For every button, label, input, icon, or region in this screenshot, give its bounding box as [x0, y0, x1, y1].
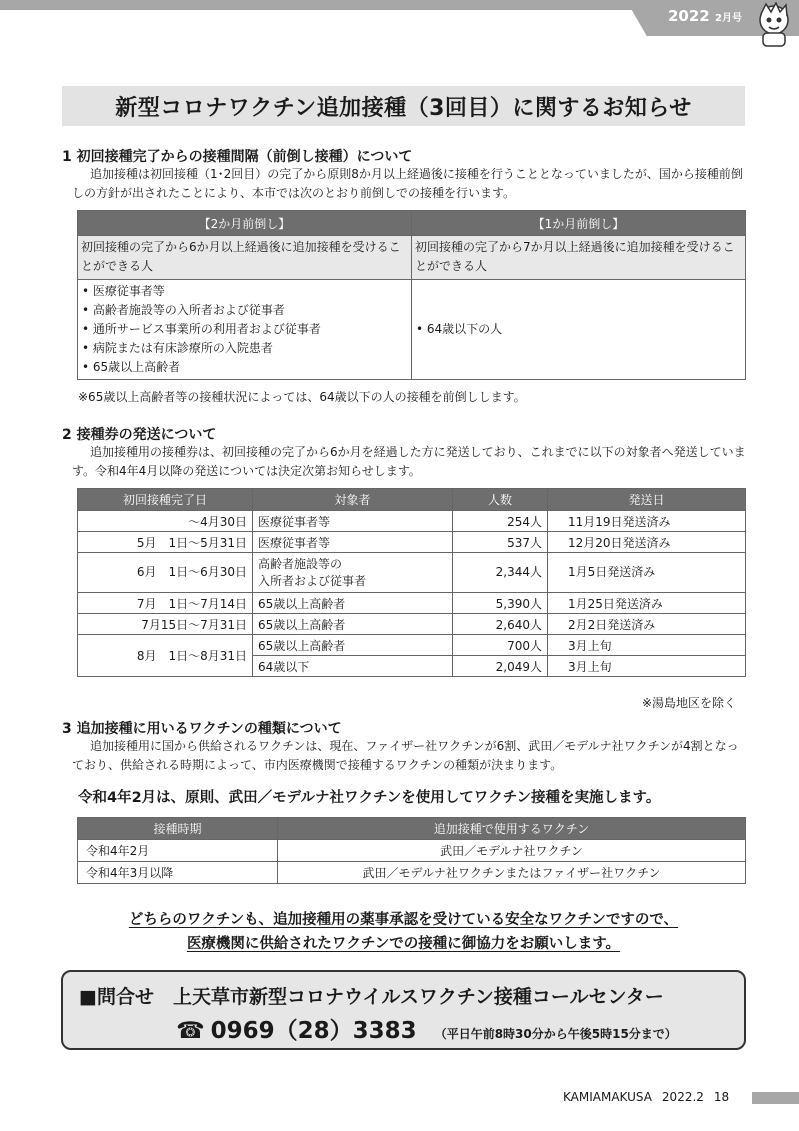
table-row	[78, 635, 746, 656]
column-header-count: 人数	[453, 489, 548, 511]
cell-sent: 11月19日発送済み	[548, 511, 746, 532]
table-header-row	[78, 818, 746, 840]
footer-issue: 2022.2	[661, 1090, 704, 1104]
list-item: • 64歳以下の人	[416, 320, 741, 339]
contact-phone-line	[176, 1012, 677, 1045]
footer-bar	[752, 1092, 799, 1104]
table-row	[78, 511, 746, 532]
cell-count: 2,049人	[453, 656, 548, 677]
column-header-sent: 発送日	[548, 489, 746, 511]
cell-target: 65歳以上高齢者	[253, 593, 453, 614]
cell-target: 医療従事者等	[253, 532, 453, 553]
phone-number[interactable]: 0969（28）3383	[210, 1018, 417, 1044]
cell-date: 〜4月30日	[78, 511, 253, 532]
cell-date: 7月 1日〜7月14日	[78, 593, 253, 614]
cell-period: 令和4年2月	[78, 840, 278, 862]
issue-year: 2022	[668, 7, 710, 25]
appeal-line-1: どちらのワクチンも、追加接種用の薬事承認を受けている安全なワクチンですので、	[128, 912, 679, 928]
section1-note: ※65歳以上高齢者等の接種状況によっては、64歳以下の人の接種を前倒しします。	[78, 390, 526, 404]
section3-body: 追加接種用に国から供給されるワクチンは、現在、ファイザー社ワクチンが6割、武田／モデルナ社ワクチンが4割となっており、供給される時期によって、市内医療機関で接種するワクチンの種類が決まります。	[72, 739, 739, 772]
cell-date-august: 8月 1日〜8月31日	[78, 635, 253, 677]
section2-heading: 2 接種券の発送について	[62, 427, 217, 443]
page-number: 18	[713, 1090, 730, 1104]
cell-count: 700人	[453, 635, 548, 656]
table-row	[78, 280, 746, 380]
cell-count: 537人	[453, 532, 548, 553]
column-header-date: 初回接種完了日	[78, 489, 253, 511]
advance-schedule-table	[77, 210, 746, 380]
footer-magazine: KAMIAMAKUSA	[563, 1090, 652, 1104]
cell-target: 64歳以下	[253, 656, 453, 677]
list-item: • 医療従事者等	[82, 282, 407, 301]
contact-hours: （平日午前8時30分から午後5時15分まで）	[434, 1027, 677, 1041]
page-title: 新型コロナワクチン追加接種（3回目）に関するお知らせ	[115, 95, 692, 121]
list-item: • 高齢者施設等の入所者および従事者	[82, 301, 407, 320]
top-band-stripe	[0, 0, 640, 10]
cell-target: 医療従事者等	[253, 511, 453, 532]
section1-heading: 1 初回接種完了からの接種間隔（前倒し接種）について	[62, 149, 413, 165]
cell-date: 7月15日〜7月31日	[78, 614, 253, 635]
table-row	[78, 236, 746, 280]
ticket-dispatch-table	[77, 488, 746, 677]
column-header-vaccine: 追加接種で使用するワクチン	[278, 818, 746, 840]
table-row	[78, 614, 746, 635]
cell-sent: 3月上旬	[548, 656, 746, 677]
table-header-row	[78, 489, 746, 511]
cell-target: 65歳以上高齢者	[253, 635, 453, 656]
issue-label	[668, 7, 742, 25]
phone-icon: ☎	[176, 1018, 205, 1044]
desc-1month: 初回接種の完了から7か月以上経過後に追加接種を受けることができる人	[412, 236, 746, 280]
cell-sent: 3月上旬	[548, 635, 746, 656]
vaccine-type-table	[77, 817, 746, 884]
cell-sent: 12月20日発送済み	[548, 532, 746, 553]
column-header-1month: 【1か月前倒し】	[412, 211, 746, 236]
table-row	[78, 593, 746, 614]
table-row	[78, 840, 746, 862]
table-row	[78, 862, 746, 884]
cell-vaccine: 武田／モデルナ社ワクチンまたはファイザー社ワクチン	[278, 862, 746, 884]
cell-count: 2,640人	[453, 614, 548, 635]
list-item: • 通所サービス事業所の利用者および従事者	[82, 320, 407, 339]
cell-count: 2,344人	[453, 553, 548, 593]
cell-date: 5月 1日〜5月31日	[78, 532, 253, 553]
contact-box	[61, 970, 746, 1050]
appeal-line-2: 医療機関に供給されたワクチンでの接種に御協力をお願いします。	[186, 936, 621, 952]
list-2month	[78, 280, 412, 380]
cell-target: 65歳以上高齢者	[253, 614, 453, 635]
issue-month: 2月号	[714, 13, 742, 24]
section2-note: ※湯島地区を除く	[642, 696, 737, 710]
column-header-period: 接種時期	[78, 818, 278, 840]
cell-period: 令和4年3月以降	[78, 862, 278, 884]
title-bar	[62, 86, 745, 126]
cell-sent: 1月25日発送済み	[548, 593, 746, 614]
cell-vaccine: 武田／モデルナ社ワクチン	[278, 840, 746, 862]
section3-emphasis: 令和4年2月は、原則、武田／モデルナ社ワクチンを使用してワクチン接種を実施します。	[78, 790, 661, 806]
footer	[563, 1090, 729, 1104]
list-item: • 病院または有床診療所の入院患者	[82, 339, 407, 358]
mascot-icon	[752, 2, 796, 48]
section1-body: 追加接種は初回接種（1･2回目）の完了から原則8か月以上経過後に接種を行うこととなっていましたが、国から接種前倒しの方針が出されたことにより、本市では次のとおり前倒しでの接種を行います。	[72, 167, 743, 200]
cell-count: 5,390人	[453, 593, 548, 614]
table-row	[78, 532, 746, 553]
cell-count: 254人	[453, 511, 548, 532]
contact-label: ■問合せ 上天草市新型コロナウイルスワクチン接種コールセンター	[79, 986, 664, 1008]
section2-body: 追加接種用の接種券は、初回接種の完了から6か月を経過した方に発送しており、これまでに以下の対象者へ発送しています。令和4年4月以降の発送については決定次第お知らせします。	[72, 445, 746, 478]
list-1month	[412, 280, 746, 380]
table-header-row	[78, 211, 746, 236]
desc-2month: 初回接種の完了から6か月以上経過後に追加接種を受けることができる人	[78, 236, 412, 280]
section3-heading: 3 追加接種に用いるワクチンの種類について	[62, 721, 342, 737]
column-header-2month: 【2か月前倒し】	[78, 211, 412, 236]
cell-target: 高齢者施設等の 入所者および従事者	[253, 553, 453, 593]
cell-date: 6月 1日〜6月30日	[78, 553, 253, 593]
table-row	[78, 553, 746, 593]
cell-sent: 1月5日発送済み	[548, 553, 746, 593]
column-header-target: 対象者	[253, 489, 453, 511]
list-item: • 65歳以上高齢者	[82, 358, 407, 377]
cell-sent: 2月2日発送済み	[548, 614, 746, 635]
